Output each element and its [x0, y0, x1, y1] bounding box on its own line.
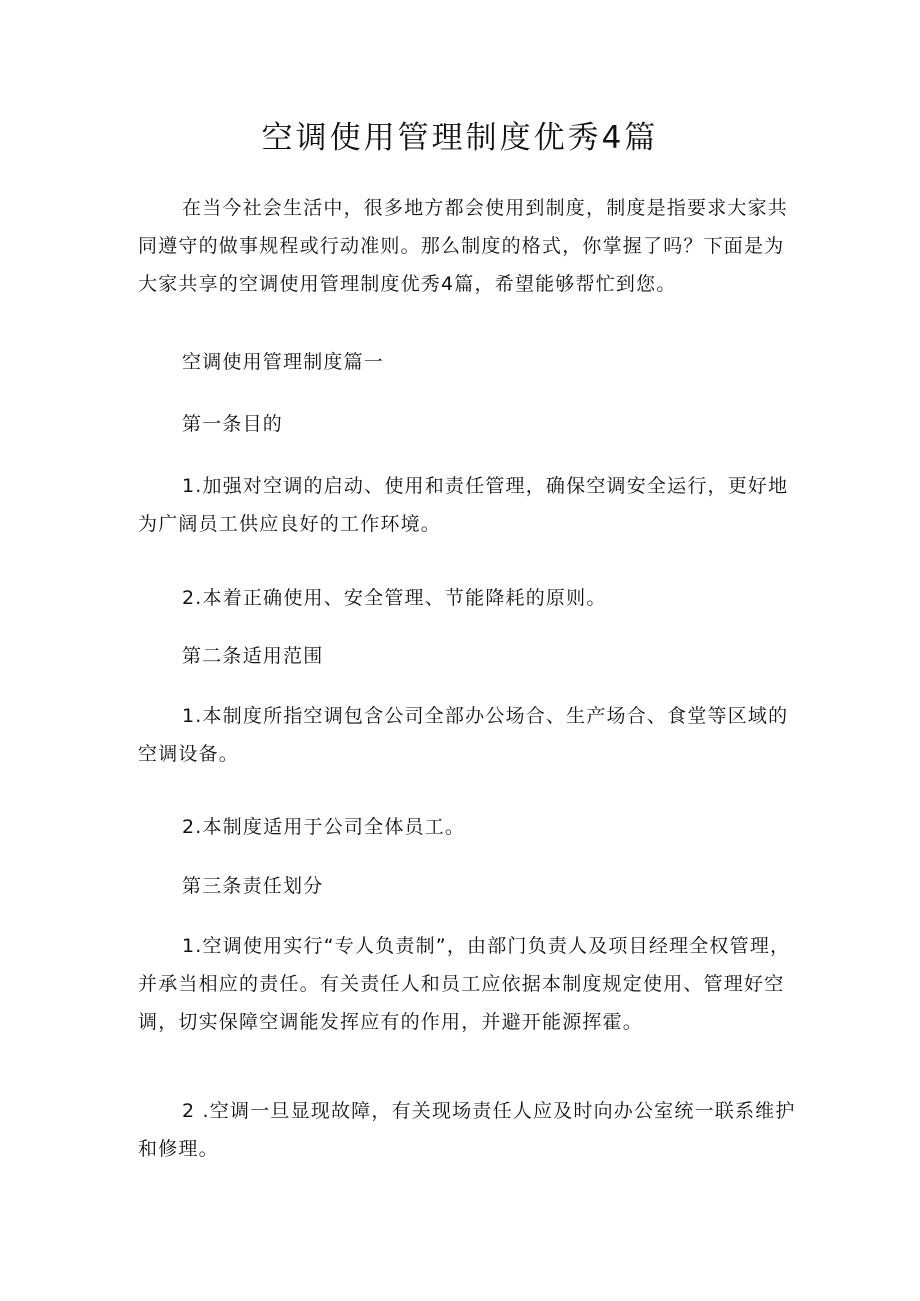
article2-heading: 第二条适用范围	[182, 645, 324, 667]
intro-paragraph: 在当今社会生活中，很多地方都会使用到制度，制度是指要求大家共同遵守的做事规程或行动准则。那么制度的格式，你掌握了吗？下面是为大家共享的空调使用管理制度优秀4篇，希望能够帮忙到您。	[138, 197, 789, 295]
article3-item2: 2 .空调一旦显现故障，有关现场责任人应及时向办公室统一联系维护和修理。	[138, 1100, 796, 1160]
article3-heading: 第三条责任划分	[182, 875, 324, 897]
article1-item2: 2.本着正确使用、安全管理、节能降耗的原则。	[182, 587, 607, 609]
article3-item1: 1.空调使用实行“专人负责制”，由部门负责人及项目经理全权管理，并承当相应的责任。有关责任人和员工应依据本制度规定使用、管理好空调，切实保障空调能发挥应有的作用，并避开能源挥霍。	[138, 935, 791, 1033]
article2-item1: 1.本制度所指空调包含公司全部办公场合、生产场合、食堂等区域的空调设备。	[138, 705, 789, 765]
article2-item2: 2.本制度适用于公司全体员工。	[182, 816, 466, 838]
article1-heading: 第一条目的	[182, 413, 284, 435]
section-title: 空调使用管理制度篇一	[182, 351, 385, 373]
document-title: 空调使用管理制度优秀4篇	[261, 120, 659, 156]
article1-item1: 1.加强对空调的启动、使用和责任管理，确保空调安全运行，更好地为广阔员工供应良好的工作环境。	[138, 475, 789, 535]
